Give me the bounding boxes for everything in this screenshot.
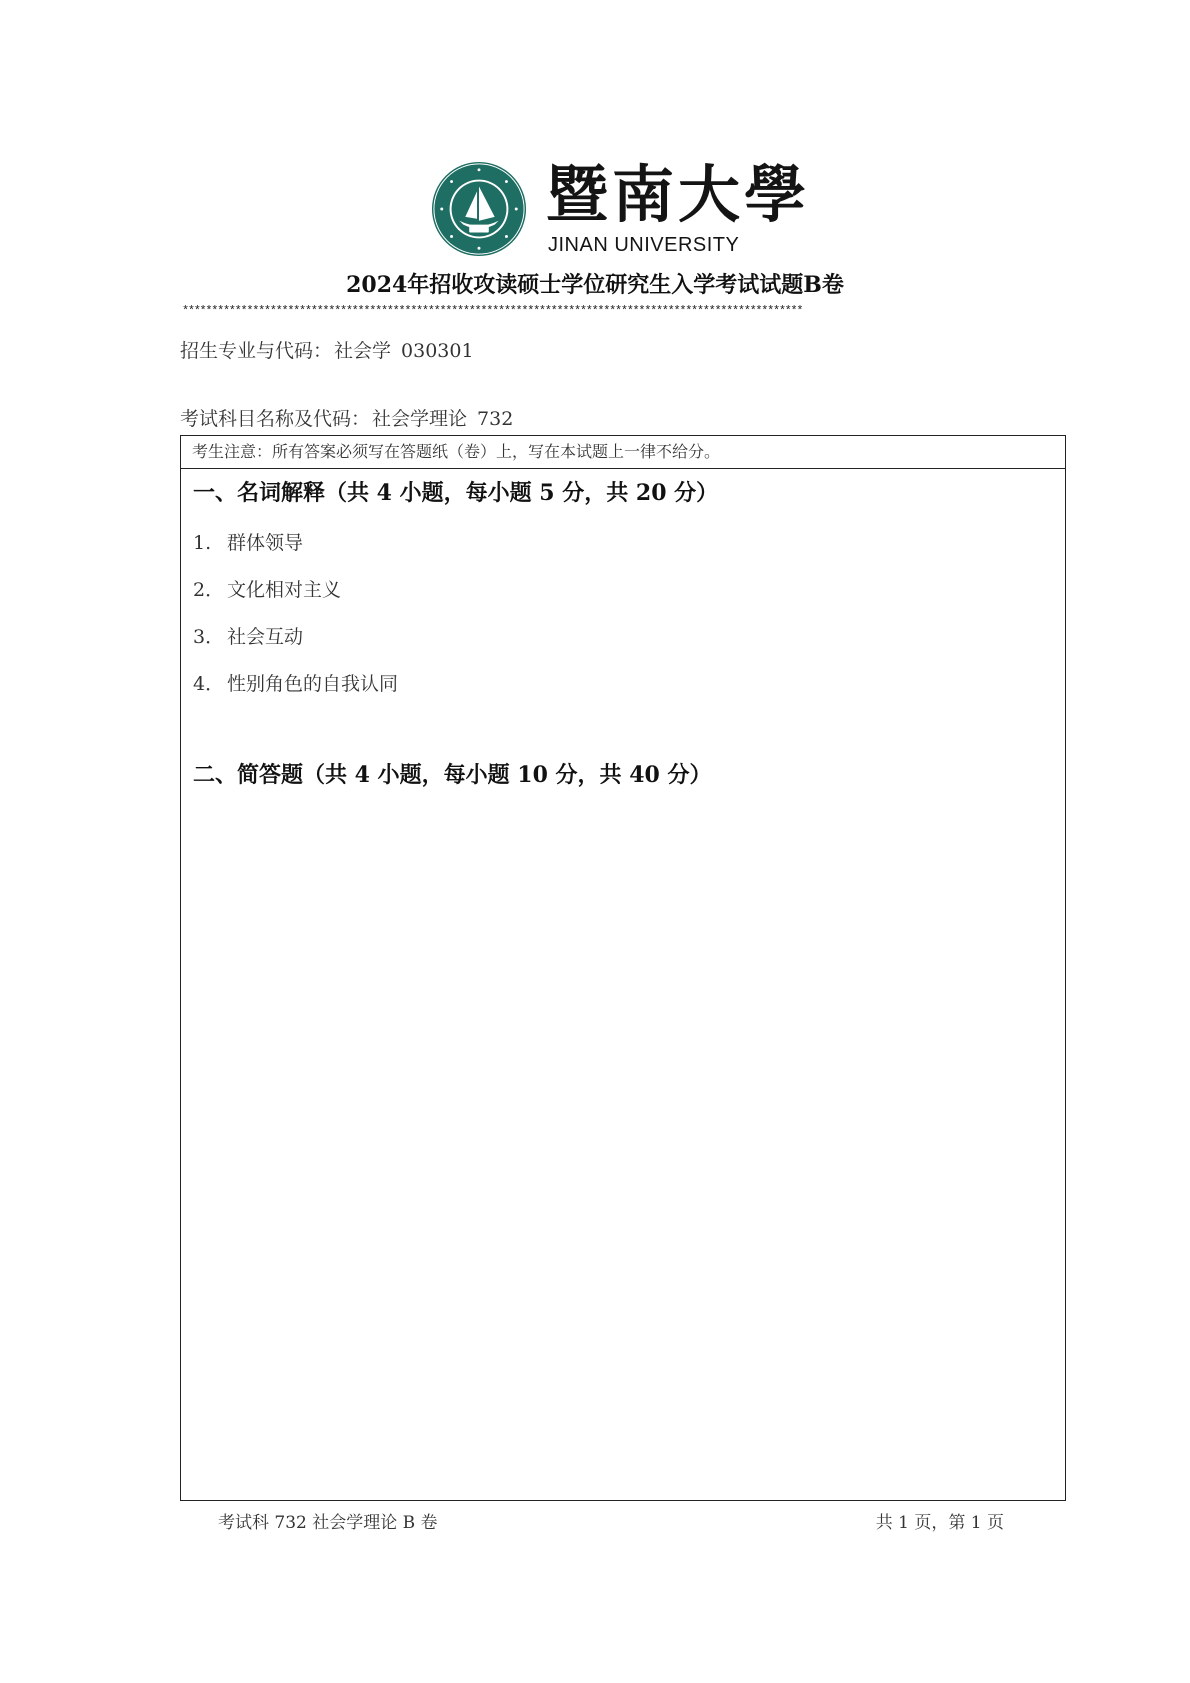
subject-info <box>180 404 513 431</box>
question-box <box>180 435 1066 1501</box>
question-text: 文化相对主义 <box>227 579 342 601</box>
university-seal-icon <box>430 160 528 258</box>
major-info <box>180 336 474 363</box>
question-item <box>193 528 303 555</box>
major-value: 社会学 <box>334 340 392 362</box>
question-item <box>193 669 398 696</box>
footer-page-count: 共 1 页，第 1 页 <box>875 1513 1004 1533</box>
subject-label: 考试科目名称及代码： <box>180 408 371 430</box>
question-text: 性别角色的自我认同 <box>227 673 399 695</box>
logo-wordmark-en: JINAN UNIVERSITY <box>548 234 740 256</box>
major-label: 招生专业与代码： <box>180 340 333 362</box>
question-number: 4． <box>193 673 225 695</box>
question-item <box>193 622 303 649</box>
logo-wordmark-cn: 暨南大學 <box>546 158 811 231</box>
question-number: 1. <box>193 532 212 554</box>
major-code: 030301 <box>401 340 474 362</box>
section-heading-terms: 一、名词解释（共 4 小题，每小题 5 分，共 20 分） <box>193 480 719 506</box>
candidate-notice: 考生注意：所有答案必须写在答题纸（卷）上，写在本试题上一律不给分。 <box>181 436 1065 469</box>
footer-subject: 考试科 732 社会学理论 B 卷 <box>218 1513 438 1533</box>
question-number: 3． <box>193 626 225 648</box>
asterisk-divider: ********************************************************************************************************** <box>182 304 803 318</box>
subject-code: 732 <box>477 408 514 430</box>
exam-title: 2024年招收攻读硕士学位研究生入学考试试题B卷 <box>346 272 844 298</box>
question-number: 2． <box>193 579 225 601</box>
question-text: 社会互动 <box>227 626 304 648</box>
question-item <box>193 575 341 602</box>
subject-value: 社会学理论 <box>372 408 468 430</box>
question-text: 群体领导 <box>227 532 304 554</box>
section-heading-short-answer: 二、简答题（共 4 小题，每小题 10 分，共 40 分） <box>193 762 712 788</box>
university-logo <box>430 158 811 258</box>
